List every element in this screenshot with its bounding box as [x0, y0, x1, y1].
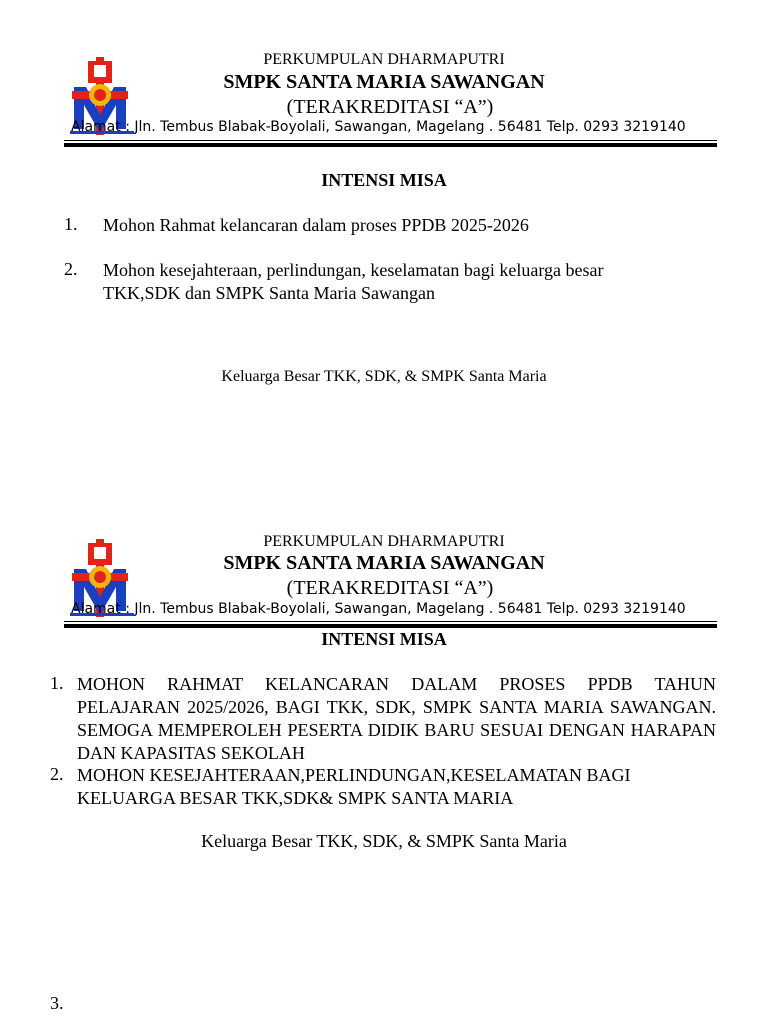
school-name: SMPK SANTA MARIA SAWANGAN [223, 71, 545, 93]
header-rule-thin [64, 621, 717, 622]
accreditation: (TERAKREDITASI “A”) [286, 577, 494, 599]
section2-title: INTENSI MISA [321, 629, 447, 649]
header-rule-thick [64, 624, 717, 628]
accreditation: (TERAKREDITASI “A”) [286, 96, 494, 118]
list-item-number: 1. [50, 673, 64, 693]
school-address: Alamat : Jln. Tembus Blabak-Boyolali, Sawangan, Magelang . 56481 Telp. 0293 3219140 [71, 119, 686, 135]
header-rule-thick [64, 143, 717, 147]
section1-signature: Keluarga Besar TKK, SDK, & SMPK Santa Maria [221, 368, 547, 385]
list-item-number: 2. [64, 259, 78, 279]
section1-title: INTENSI MISA [321, 170, 447, 190]
list-item-number: 3. [50, 993, 64, 1013]
header-rule-thin [64, 140, 717, 141]
school-name: SMPK SANTA MARIA SAWANGAN [223, 552, 545, 574]
list-item-number: 1. [64, 214, 78, 234]
organization-name: PERKUMPULAN DHARMAPUTRI [263, 533, 505, 550]
organization-name: PERKUMPULAN DHARMAPUTRI [263, 51, 505, 68]
list-item-text: Mohon Rahmat kelancaran dalam proses PPDB 2025-2026 [103, 215, 529, 235]
list-item-text: Mohon kesejahteraan, perlindungan, keselamatan bagi keluarga besar TKK,SDK dan SMPK Santa Maria Sawangan [103, 260, 604, 303]
list-item-text: MOHON RAHMAT KELANCARAN DALAM PROSES PPDB TAHUN PELAJARAN 2025/2026, BAGI TKK, SDK, SMPK SANTA MARIA SAWANGAN. SEMOGA MEMPEROLEH PESERTA DIDIK BARU SESUAI DENGAN HARAPAN DAN KAPASITAS SEKOLAH [77, 674, 716, 763]
list-item-text: MOHON KESEJAHTERAAN,PERLINDUNGAN,KESELAMATAN BAGI KELUARGA BESAR TKK,SDK& SMPK SANTA MARIA [77, 765, 631, 808]
section2-signature: Keluarga Besar TKK, SDK, & SMPK Santa Maria [201, 831, 567, 851]
list-item-number: 2. [50, 764, 64, 784]
school-address: Alamat : Jln. Tembus Blabak-Boyolali, Sawangan, Magelang . 56481 Telp. 0293 3219140 [71, 601, 686, 617]
